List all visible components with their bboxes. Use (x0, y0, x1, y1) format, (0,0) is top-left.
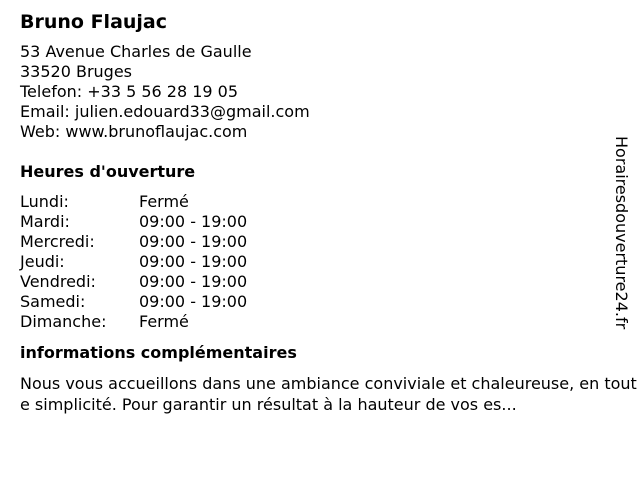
hours-day: Lundi: (20, 192, 69, 211)
hours-row-dimanche (20, 312, 247, 332)
hours-title: Heures d'ouverture (20, 162, 196, 181)
hours-time: 09:00 - 19:00 (139, 252, 248, 271)
business-name: Bruno Flaujac (20, 11, 168, 33)
email-line: Email: julien.edouard33@gmail.com (20, 102, 310, 121)
hours-row-mardi (20, 212, 247, 232)
address-line-1: 53 Avenue Charles de Gaulle (20, 42, 252, 61)
hours-time: 09:00 - 19:00 (139, 272, 248, 291)
info-text: Nous vous accueillons dans une ambiance conviviale et chaleureuse, en toute simplicité. Pour garantir un résultat à la hauteur de vos es... (20, 374, 637, 414)
hours-day: Vendredi: (20, 272, 96, 291)
hours-time: 09:00 - 19:00 (139, 292, 248, 311)
hours-time: Fermé (139, 192, 189, 211)
info-title: informations complémentaires (20, 343, 297, 362)
address-line-2: 33520 Bruges (20, 62, 133, 81)
phone-line: Telefon: +33 5 56 28 19 05 (20, 82, 239, 101)
hours-row-vendredi (20, 272, 247, 292)
hours-time: 09:00 - 19:00 (139, 232, 248, 251)
hours-time: Fermé (139, 312, 189, 331)
hours-day: Jeudi: (20, 252, 65, 271)
hours-day: Dimanche: (20, 312, 107, 331)
hours-day: Samedi: (20, 292, 86, 311)
watermark-label: Horairesdouverture24.fr (612, 136, 631, 330)
hours-row-jeudi (20, 252, 247, 272)
hours-day: Mercredi: (20, 232, 95, 251)
hours-time: 09:00 - 19:00 (139, 212, 248, 231)
web-line: Web: www.brunoflaujac.com (20, 122, 248, 141)
hours-row-mercredi (20, 232, 247, 252)
hours-row-lundi (20, 192, 247, 212)
hours-day: Mardi: (20, 212, 70, 231)
hours-row-samedi (20, 292, 247, 312)
hours-table (20, 192, 247, 332)
